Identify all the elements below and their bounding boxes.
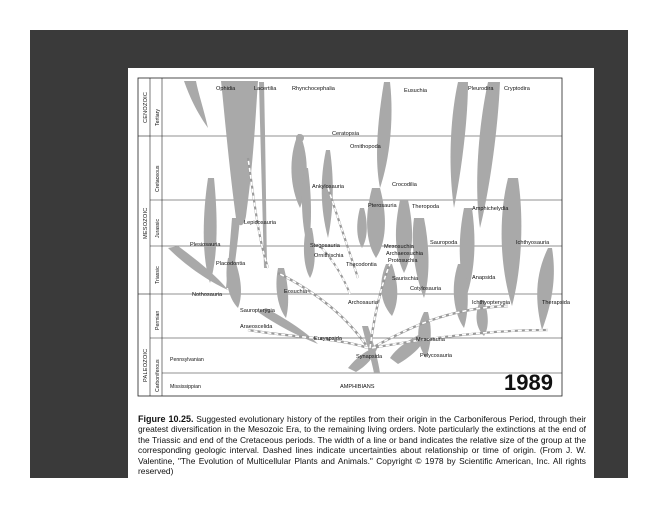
label-amphichelydia: Amphichelydia [472, 206, 509, 212]
label-cryptodira: Cryptodira [504, 86, 530, 92]
era-label-cenozoic: CENOZOIC [143, 91, 149, 123]
label-ichthyosauria: Ichthyosauria [516, 240, 550, 246]
label-pennsylvanian: Pennsylvanian [170, 357, 204, 363]
reptile-phylogeny-figure [128, 68, 594, 408]
figure-caption [138, 414, 586, 476]
label-protosuchia: Protosuchia [388, 258, 418, 264]
ceratopsia-tip [296, 134, 304, 142]
label-saurischia: Saurischia [392, 276, 419, 282]
label-mesosuchia: Mesosuchia [384, 244, 414, 250]
label-ornithischia: Ornithischia [314, 253, 344, 259]
label-crocodilia: Crocodilia [392, 182, 417, 188]
label-eusuchia: Eusuchia [404, 88, 428, 94]
label-synapsida: Synapsida [356, 354, 383, 360]
figure-frame [138, 78, 562, 396]
label-anapsida: Anapsida [472, 275, 496, 281]
label-theropoda: Theropoda [412, 204, 440, 210]
label-lepidosauria: Lepidosauria [244, 220, 277, 226]
label-eosuchia: Eosuchia [284, 289, 308, 295]
label-euryapsida: Euryapsida [314, 336, 342, 342]
label-araeoscelida: Araeoscelida [240, 324, 273, 330]
label-ceratopsia: Ceratopsia [332, 131, 360, 137]
label-stegosauria: Stegosauria [310, 243, 340, 249]
era-label-mesozoic: MESOZOIC [143, 207, 149, 239]
period-label-tertiary: Tertiary [155, 108, 161, 126]
label-thecodontia: Thecodontia [346, 262, 377, 268]
label-pleurodira: Pleurodira [468, 86, 494, 92]
label-sauropoda: Sauropoda [430, 240, 458, 246]
label-lacertilia: Lacertilia [254, 86, 277, 92]
period-label-permian: Permian [155, 310, 161, 330]
label-archaeosuchia: Archaeosuchia [386, 251, 424, 257]
label-sauropterygia: Sauropterygia [240, 308, 275, 314]
label-cotylosauria: Cotylosauria [410, 286, 442, 292]
label-ophidia: Ophidia [216, 86, 236, 92]
era-label-paleozoic: PALEOZOIC [143, 348, 149, 382]
label-amphibians: AMPHIBIANS [340, 384, 375, 390]
label-plesiosauria: Plesiosauria [190, 242, 221, 248]
label-rhynchocephalia: Rhynchocephalia [292, 86, 335, 92]
label-pterosauria: Pterosauria [368, 203, 397, 209]
period-label-jurassic: Jurassic [155, 218, 161, 238]
period-label-carboniferous: Carboniferous [155, 359, 161, 392]
label-therapsida: Therapsida [542, 300, 570, 306]
year-stamp: 1989 [504, 370, 553, 395]
label-nothosauria: Nothosauria [192, 292, 223, 298]
figure-number: Figure 10.25. [138, 414, 194, 424]
label-ankylosauria: Ankylosauria [312, 184, 345, 190]
textbook-page [128, 68, 594, 498]
slide-background [30, 30, 628, 478]
label-ornithopoda: Ornithopoda [350, 144, 381, 150]
label-ichthyopterygia: Ichthyopterygia [472, 300, 510, 306]
label-mesosauria: Mesosauria [416, 337, 445, 343]
label-mississippian: Mississippian [170, 384, 201, 390]
label-pelycosauria: Pelycosauria [420, 353, 453, 359]
caption-text: Suggested evolutionary history of the reptiles from their origin in the Carboniferous Period, through their greatest diversification in the Mesozoic Era, to the remaining living orders. Note particularly the extinctions at the end of the Triassic and end of the Cretaceous periods. The width of a line or band indicates the relative size of the group at the corresponding geologic interval. Dashed lines indicate uncertainties about relationship or time of origin. (From J. W. Valentine, "The Evolution of Multicellular Plants and Animals." Copyright © 1978 by Scientific American, Inc. All rights reserved) [138, 414, 587, 477]
label-archosauria: Archosauria [348, 300, 378, 306]
period-label-triassic: Triassic [155, 266, 161, 284]
period-label-cretaceous: Cretaceous [155, 165, 161, 192]
label-placodontia: Placodontia [216, 261, 246, 267]
